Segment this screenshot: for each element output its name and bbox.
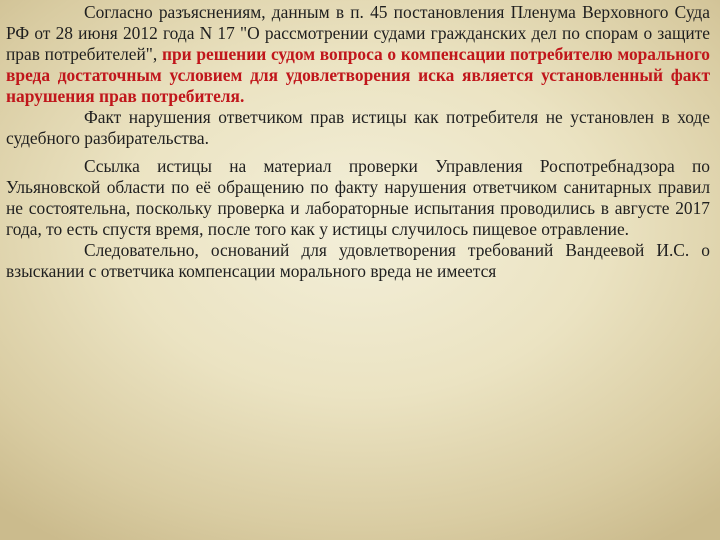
paragraph-text: Согласно разъяснениям, данным в п. 45 постановления Пленума Верховного Суда РФ от 28 июня 2012 года N 17 "О рассмотрении судами гражданских дел по спорам о защите прав потребителей", (6, 2, 710, 64)
slide (6, 0, 710, 540)
paragraph-no-violation: Факт нарушения ответчиком прав истицы как потребителя не установлен в ходе судебного разбирательства. (6, 107, 710, 148)
paragraph-plenum-explanation (6, 2, 710, 107)
document-text (6, 2, 710, 282)
paragraph-conclusion: Следовательно, оснований для удовлетворения требований Вандеевой И.С. о взыскании с ответчика компенсации морального вреда не имеется (6, 240, 710, 281)
highlighted-conclusion: при решении судом вопроса о компенсации потребителю морального вреда достаточным условием для удовлетворения иска является установленный факт нарушения прав потребителя. (6, 44, 710, 106)
paragraph-inspection-reference: Ссылка истицы на материал проверки Управления Роспотребнадзора по Ульяновской области по её обращению по факту нарушения ответчиком санитарных правил не состоятельна, поскольку проверка и лабораторные испытания проводились в августе 2017 года, то есть спустя время, после того как у истицы случилось пищевое отравление. (6, 156, 710, 239)
